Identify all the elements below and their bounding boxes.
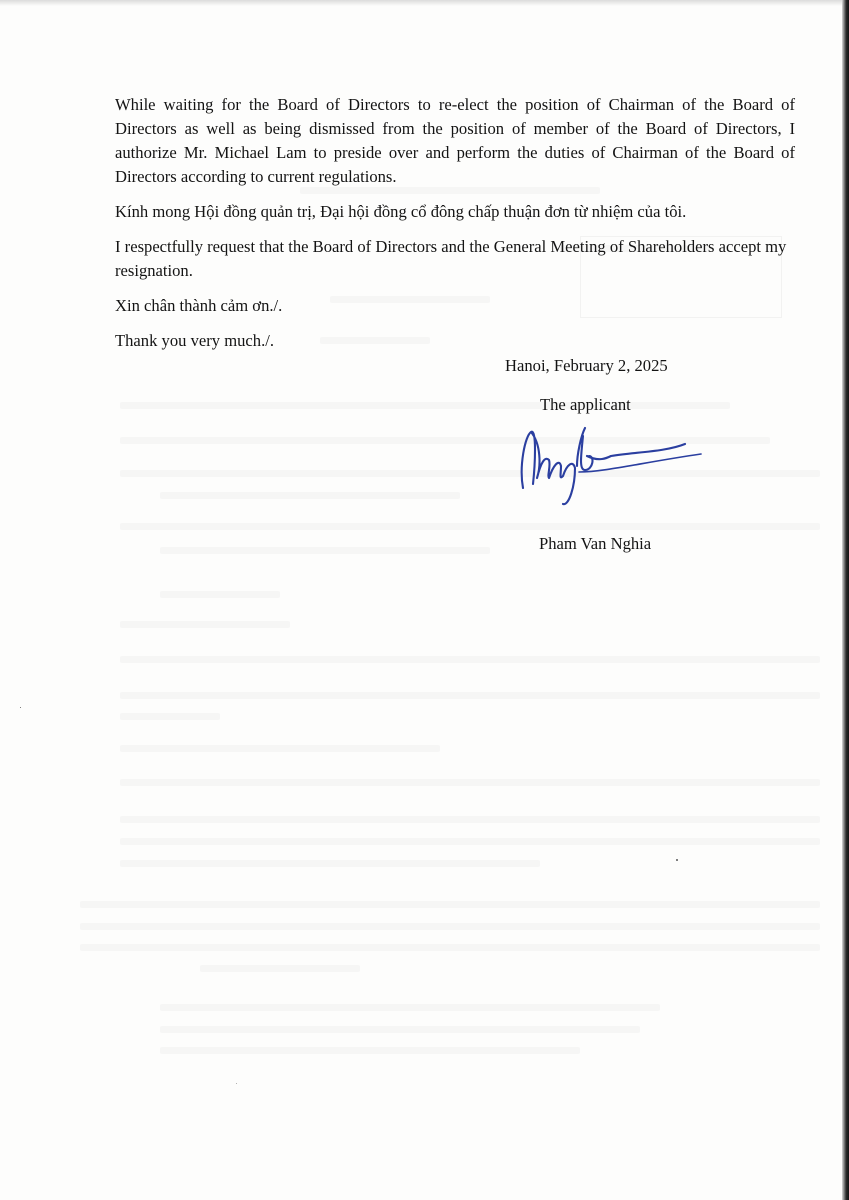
vietnamese-request-paragraph: Kính mong Hội đồng quản trị, Đại hội đồng cổ đông chấp thuận đơn từ nhiệm của tôi.: [115, 202, 687, 221]
scan-speck: [20, 707, 21, 708]
english-thanks: Thank you very much./.: [115, 331, 274, 350]
scan-speck: [676, 859, 678, 861]
signer-name: Pham Van Nghia: [539, 534, 652, 553]
handwritten-signature: [515, 426, 705, 506]
authorization-paragraph: While waiting for the Board of Directors to re-elect the position of Chairman of the Board of Directors as well as being dismissed from the position of member of the Board of Directors, I authorize Mr. Michael Lam to preside over and perform the duties of Chairman of the Board of Directors according to current regulations.: [115, 95, 795, 186]
scan-top-shadow: [0, 0, 849, 6]
place-date: Hanoi, February 2, 2025: [505, 356, 668, 375]
scan-right-edge: [842, 0, 849, 1200]
letter-body: [115, 93, 795, 364]
applicant-role: The applicant: [540, 395, 631, 414]
scan-speck: [236, 1083, 237, 1084]
vietnamese-thanks: Xin chân thành cảm ơn./.: [115, 296, 283, 315]
english-request-paragraph: I respectfully request that the Board of Directors and the General Meeting of Shareholders accept my resignation.: [115, 237, 787, 280]
